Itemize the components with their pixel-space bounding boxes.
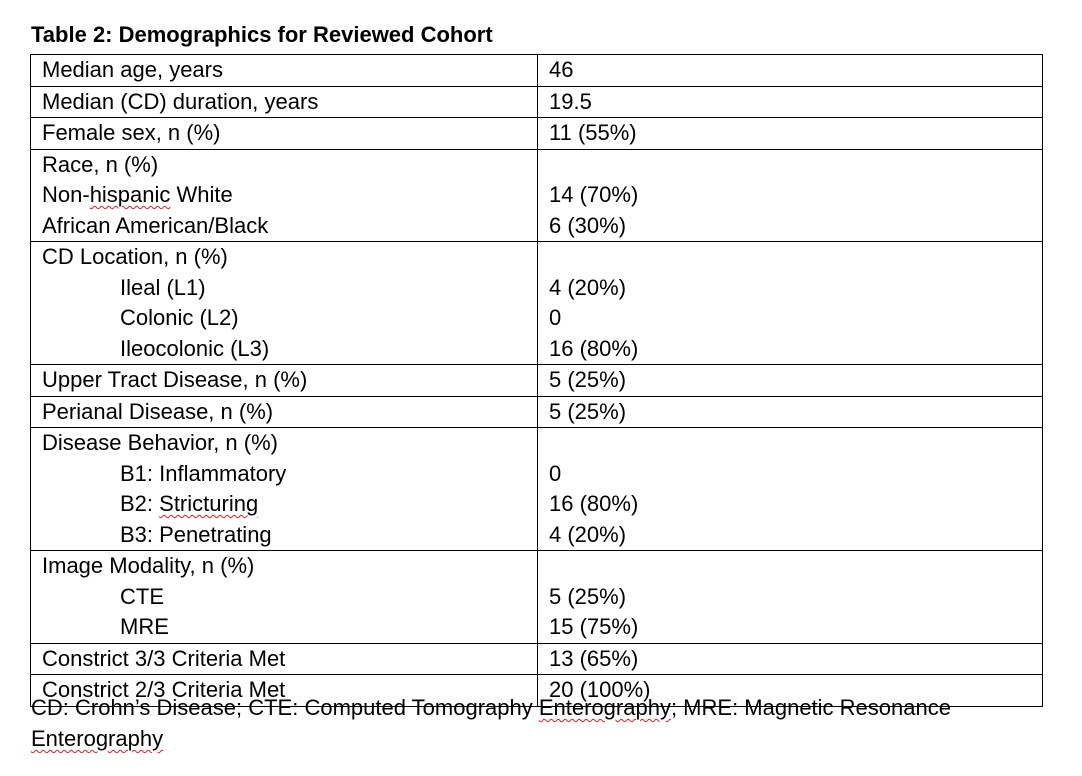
table-title: Table 2: Demographics for Reviewed Cohort <box>31 22 493 47</box>
constrict-2-label: Constrict 2/3 Criteria Met <box>42 677 286 702</box>
behavior-header-value-blank <box>549 428 1042 459</box>
row-label-cell <box>31 242 538 365</box>
median-duration-label: Median (CD) duration, years <box>42 88 319 114</box>
race-white-label-prefix: Non- <box>42 182 90 207</box>
race-header: Race, n (%) <box>42 151 159 177</box>
constrict-3-label: Constrict 3/3 Criteria Met <box>42 645 286 671</box>
footnote-part-3: ; MRE: Magnetic Resonance <box>670 695 951 720</box>
behavior-b1-label: B1: Inflammatory <box>120 460 287 486</box>
modality-header-value-blank <box>549 551 1042 582</box>
table-row <box>31 396 1043 428</box>
behavior-b2-label-prefix: B2: <box>120 491 160 516</box>
cd-location-header: CD Location, n (%) <box>42 244 228 269</box>
race-white-label-suffix: White <box>170 182 233 207</box>
modality-mre-label: MRE <box>120 614 169 639</box>
row-label-cell <box>31 365 538 397</box>
footnote-part-2: Enterography <box>538 695 671 720</box>
row-label-cell <box>31 551 538 644</box>
female-sex-value: 11 (55%) <box>549 120 637 145</box>
row-label-cell <box>31 55 538 87</box>
upper-tract-value: 5 (25%) <box>549 367 627 392</box>
median-duration-value: 19.5 <box>549 88 592 114</box>
cd-location-l2-label: Colonic (L2) <box>120 305 239 330</box>
cd-location-l1-label: Ileal (L1) <box>120 274 206 300</box>
median-age-value: 46 <box>549 57 574 82</box>
table-row <box>31 428 1043 551</box>
row-value-cell <box>538 149 1043 242</box>
row-label-cell <box>31 86 538 118</box>
modality-mre-value: 15 (75%) <box>549 614 639 639</box>
race-white-label-marked: hispanic <box>89 182 171 207</box>
cd-location-header-value-blank <box>549 242 1042 273</box>
footnote-part-1: CD: Crohn’s Disease; CTE: Computed Tomography <box>31 695 539 720</box>
table-row <box>31 643 1043 675</box>
perianal-value: 5 (25%) <box>549 398 627 424</box>
race-white-label <box>42 180 537 211</box>
row-label-cell <box>31 396 538 428</box>
cd-location-l2-value: 0 <box>549 305 562 330</box>
row-value-cell <box>538 118 1043 150</box>
row-value-cell <box>538 643 1043 675</box>
row-value-cell <box>538 551 1043 644</box>
demographics-table <box>30 54 1043 707</box>
race-white-value: 14 (70%) <box>549 182 639 207</box>
row-value-cell <box>538 365 1043 397</box>
table-row <box>31 86 1043 118</box>
row-label-cell <box>31 118 538 150</box>
behavior-b1-value: 0 <box>549 460 562 486</box>
row-value-cell <box>538 242 1043 365</box>
median-age-label: Median age, years <box>42 57 223 82</box>
table-row <box>31 365 1043 397</box>
behavior-header: Disease Behavior, n (%) <box>42 430 278 455</box>
row-label-cell <box>31 428 538 551</box>
perianal-label: Perianal Disease, n (%) <box>42 398 274 424</box>
table-row <box>31 242 1043 365</box>
behavior-b2-label <box>42 489 537 520</box>
table-footnote <box>31 692 1041 754</box>
table-row <box>31 55 1043 87</box>
footnote-part-4: Enterography <box>31 726 164 751</box>
modality-cte-label: CTE <box>120 583 164 609</box>
constrict-3-value: 13 (65%) <box>549 645 639 671</box>
row-value-cell <box>538 396 1043 428</box>
modality-cte-value: 5 (25%) <box>549 583 627 609</box>
female-sex-label: Female sex, n (%) <box>42 120 221 145</box>
cd-location-l3-value: 16 (80%) <box>549 335 639 361</box>
table-row <box>31 118 1043 150</box>
race-black-label: African American/Black <box>42 212 269 238</box>
race-black-value: 6 (30%) <box>549 212 627 238</box>
behavior-b3-label: B3: Penetrating <box>120 521 272 547</box>
upper-tract-label: Upper Tract Disease, n (%) <box>42 367 308 392</box>
row-label-cell <box>31 149 538 242</box>
cd-location-l3-label: Ileocolonic (L3) <box>120 335 270 361</box>
table-row <box>31 149 1043 242</box>
constrict-2-value: 20 (100%) <box>549 677 651 702</box>
row-value-cell <box>538 55 1043 87</box>
row-label-cell <box>31 643 538 675</box>
row-value-cell <box>538 86 1043 118</box>
behavior-b3-value: 4 (20%) <box>549 521 627 547</box>
behavior-b2-value: 16 (80%) <box>549 491 639 516</box>
race-header-value-blank <box>549 150 1042 181</box>
cd-location-l1-value: 4 (20%) <box>549 274 627 300</box>
row-value-cell <box>538 428 1043 551</box>
modality-header: Image Modality, n (%) <box>42 553 255 578</box>
table-row <box>31 551 1043 644</box>
behavior-b2-label-marked: Stricturing <box>159 491 259 516</box>
